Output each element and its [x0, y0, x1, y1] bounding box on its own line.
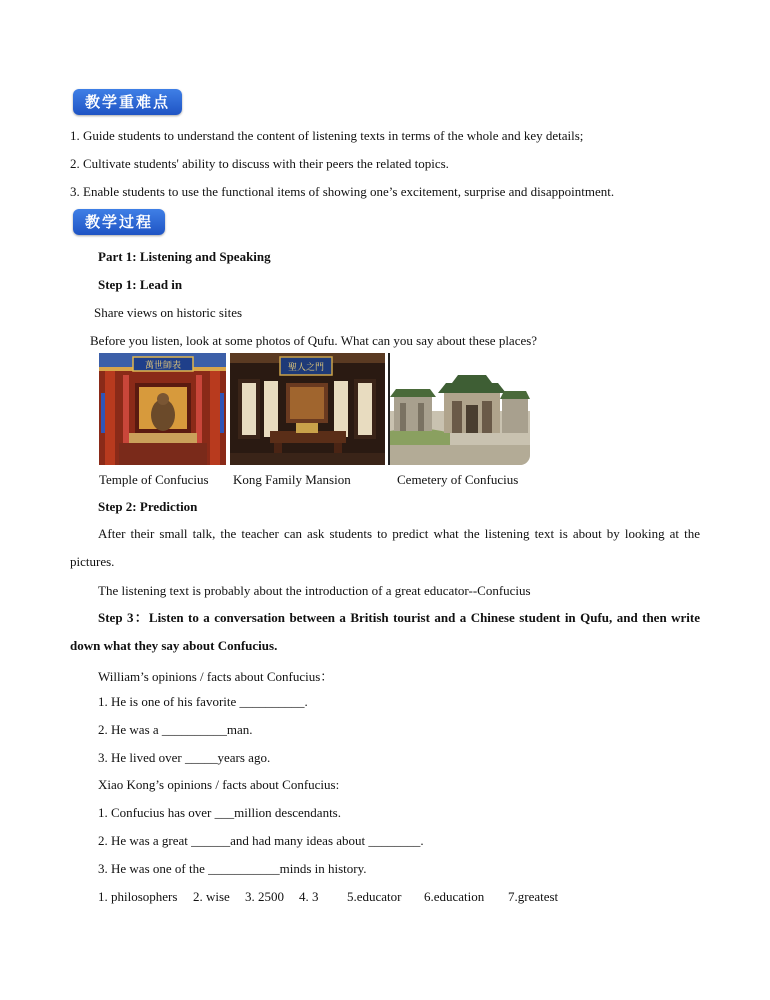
answer-7: 7.greatest	[508, 889, 559, 904]
objective-3: 3. Enable students to use the functional items of showing one’s excitement, surprise and disappointment.	[70, 184, 615, 199]
process-badge: 教学过程	[73, 209, 165, 235]
objective-2: 2. Cultivate students' ability to discuss with their peers the related topics.	[70, 156, 449, 171]
xiaokong-item-1: 1. Confucius has over ___million descendants.	[98, 805, 341, 820]
part1-title: Part 1: Listening and Speaking	[98, 249, 271, 264]
photo-caption-mansion: Kong Family Mansion	[233, 472, 351, 487]
william-heading: William’s opinions / facts about Confucius：	[98, 669, 334, 684]
answer-4: 4. 3	[299, 889, 319, 904]
william-item-3: 3. He lived over _____years ago.	[98, 750, 271, 765]
william-item-2: 2. He was a __________man.	[98, 722, 253, 737]
answer-3: 3. 2500	[245, 889, 284, 904]
answer-6: 6.education	[424, 889, 485, 904]
step2-prediction: The listening text is probably about the introduction of a great educator--Confucius	[98, 583, 531, 598]
step2-paragraph: After their small talk, the teacher can ask students to predict what the listening text is about by looking at the pictures.	[70, 526, 700, 569]
step1-line2: Before you listen, look at some photos of Qufu. What can you say about these places?	[90, 333, 538, 348]
step1-title: Step 1: Lead in	[98, 277, 183, 292]
answer-1: 1. philosophers	[98, 889, 178, 904]
step2-title: Step 2: Prediction	[98, 499, 198, 514]
key-points-badge: 教学重难点	[73, 89, 182, 115]
step3-title: Step 3：Listen to a conversation between a British tourist and a Chinese student in Qufu, and then write down what they say about Confucius.	[70, 610, 700, 653]
xiaokong-item-2: 2. He was a great ______and had many ideas about ________.	[98, 833, 424, 848]
photo-kong-family-mansion	[230, 353, 385, 465]
objective-1: 1. Guide students to understand the content of listening texts in terms of the whole and key details;	[70, 128, 584, 143]
answer-5: 5.educator	[347, 889, 402, 904]
photo-temple-of-confucius	[99, 353, 226, 465]
photo-cemetery-of-confucius	[388, 353, 530, 465]
photo-caption-cemetery: Cemetery of Confucius	[397, 472, 519, 487]
step1-line1: Share views on historic sites	[94, 305, 243, 320]
xiaokong-item-3: 3. He was one of the ___________minds in history.	[98, 861, 367, 876]
william-item-1: 1. He is one of his favorite __________.	[98, 694, 308, 709]
temple-sign-text: 萬世師表	[144, 361, 182, 371]
mansion-sign-text: 聖人之門	[287, 363, 325, 373]
xiaokong-heading: Xiao Kong’s opinions / facts about Confucius:	[98, 777, 340, 792]
photo-caption-temple: Temple of Confucius	[99, 472, 209, 487]
answer-2: 2. wise	[193, 889, 230, 904]
